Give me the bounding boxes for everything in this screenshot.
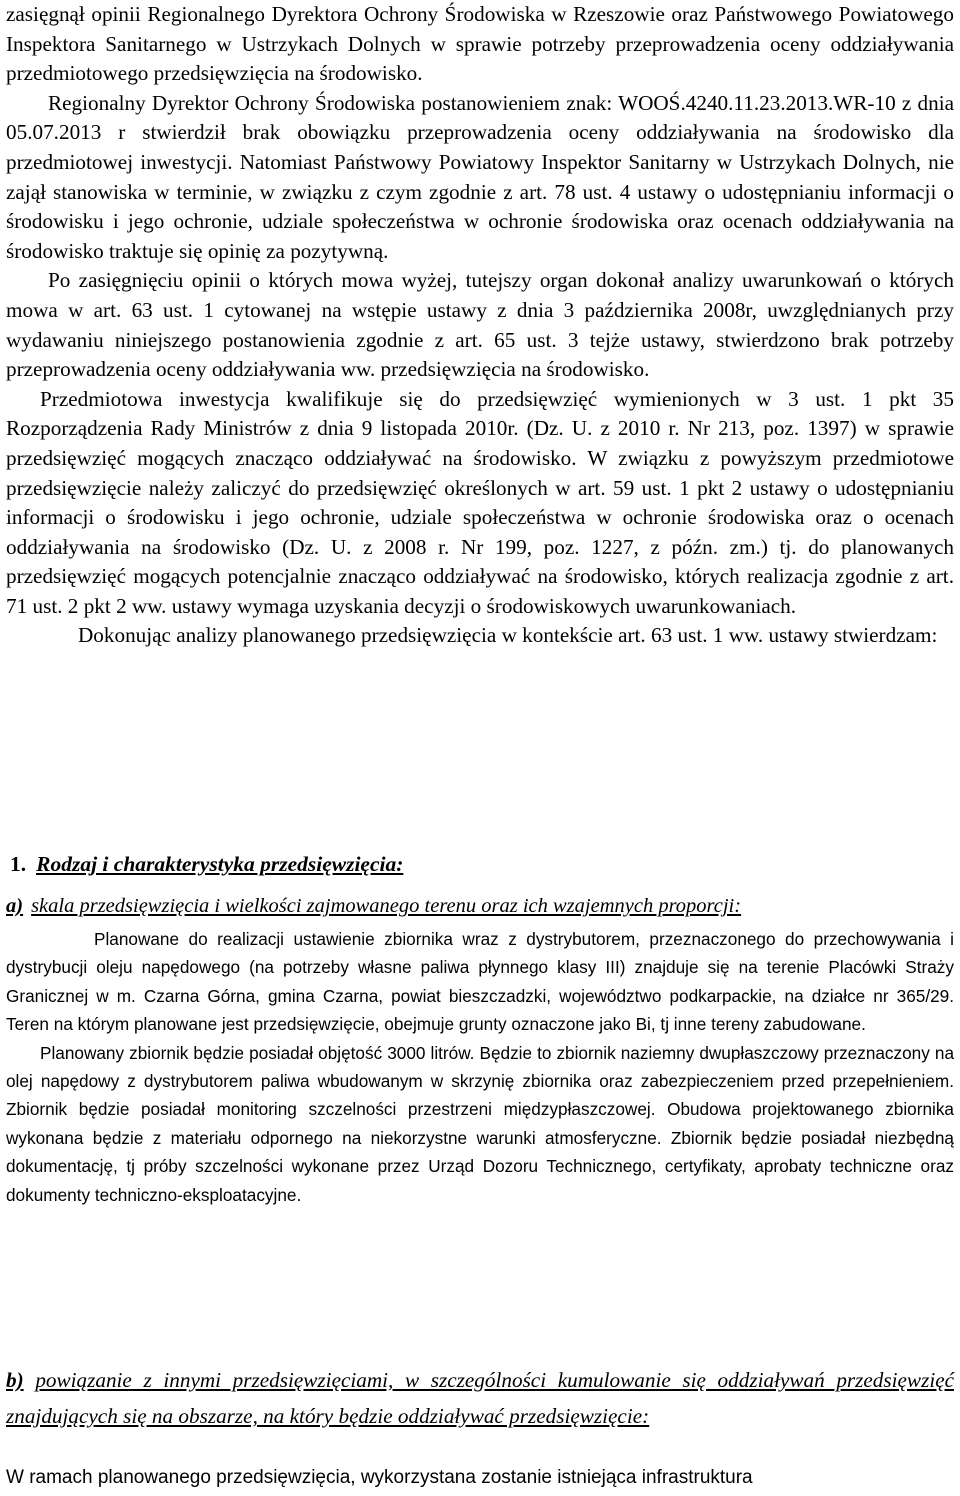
- sans-text-block: [6, 925, 954, 1209]
- subsection-title: powiązanie z innymi przedsięwzięciami, w szczególności kumulowanie się oddziaływań przedsięwzięć znajdujących się na obszarze, na który będzie oddziaływać przedsięwzięcie:: [6, 1368, 955, 1428]
- top-text-block: [6, 0, 954, 651]
- paragraph-rdos-decision: Regionalny Dyrektor Ochrony Środowiska postanowieniem znak: WOOŚ.4240.11.23.2013.WR-10 z dnia 05.07.2013 r stwierdził brak obowiązku przeprowadzenia oceny oddziaływania na środowisko dla przedmiotowej inwestycji. Natomiast Państwowy Powiatowy Inspektor Sanitarny w Ustrzykach Dolnych, nie zajął stanowiska w terminie, w związku z czym zgodnie z art. 78 ust. 4 ustawy o udostępnianiu informacji o środowisku i jego ochronie, udziale społeczeństwa w ochronie środowiska oraz ocenach oddziaływania na środowisko traktuje się opinię za pozytywną.: [6, 90, 954, 263]
- subsection-letter: a): [6, 895, 24, 917]
- section-heading-1: [6, 852, 954, 877]
- paragraph-infrastructure: W ramach planowanego przedsięwzięcia, wykorzystana zostanie istniejąca infrastruktura: [6, 1467, 753, 1488]
- paragraph-opinion-request: zasięgnął opinii Regionalnego Dyrektora Ochrony Środowiska w Rzeszowie oraz Państwowego Powiatowego Inspektora Sanitarnego w Ustrzykach Dolnych w sprawie potrzeby przeprowadzenia oceny oddziaływania przedmiotowego przedsięwzięcia na środowisko.: [6, 2, 954, 86]
- paragraph-conclusion-intro: Dokonując analizy planowanego przedsięwzięcia w kontekście art. 63 ust. 1 ww. ustawy stwierdzam:: [78, 623, 938, 648]
- subsection-heading-a: [6, 895, 954, 918]
- paragraph-qualification: Przedmiotowa inwestycja kwalifikuje się do przedsięwzięć wymienionych w 3 ust. 1 pkt 35 Rozporządzenia Rady Ministrów z dnia 9 listopada 2010r. (Dz. U. z 2010 r. Nr 213, poz. 1397) w sprawie przedsięwzięć mogących znacząco oddziaływać na środowisko. W związku z powyższym przedmiotowe przedsięwzięcie należy zaliczyć do przedsięwzięć określonych w art. 59 ust. 1 pkt 2 ustawy o udostępnianiu informacji o środowisku i jego ochronie, udziale społeczeństwa w ochronie środowiska oraz o ocenach oddziaływania na środowisko (Dz. U. z 2008 r. Nr 199, poz. 1227, z późn. zm.) tj. do planowanych przedsięwzięć mogących potencjalnie znacząco oddziaływać na środowisko, których realizacja zgodnie z art. 71 ust. 2 pkt 2 ww. ustawy wymaga uzyskania decyzji o środowiskowych uwarunkowaniach.: [6, 386, 954, 618]
- subsection-title: skala przedsięwzięcia i wielkości zajmowanego terenu oraz ich wzajemnych proporcji:: [31, 895, 742, 917]
- section-number: 1.: [10, 852, 27, 876]
- paragraph-location: Planowane do realizacji ustawienie zbiornika wraz z dystrybutorem, przeznaczonego do przechowywania i dystrybucji oleju napędowego (na potrzeby własne paliwa płynnego klasy III) znajduje się na terenie Placówki Straży Granicznej w m. Czarna Górna, gmina Czarna, powiat bieszczadzki, województwo podkarpackie, na działce nr 365/29. Teren na którym planowane jest przedsięwzięcie, obejmuje grunty oznaczone jako Bi, tj inne tereny zabudowane.: [6, 929, 954, 1035]
- section-title: Rodzaj i charakterystyka przedsięwzięcia:: [36, 852, 404, 876]
- paragraph-analysis: Po zasięgnięciu opinii o których mowa wyżej, tutejszy organ dokonał analizy uwarunkowań o których mowa w art. 63 ust. 1 cytowanej na wstępie ustawy z dnia 3 października 2008r, uwzględnianych przy wydawaniu niniejszego postanowienia zgodnie z art. 65 ust. 3 tejże ustawy, stwierdzono brak potrzeby przeprowadzenia oceny oddziaływania ww. przedsięwzięcia na środowisko.: [6, 268, 954, 382]
- subsection-heading-b: [6, 1362, 954, 1434]
- subsection-letter: b): [6, 1368, 24, 1392]
- paragraph-tank-description: Planowany zbiornik będzie posiadał objętość 3000 litrów. Będzie to zbiornik naziemny dwupłaszczowy przeznaczony na olej napędowy z dystrybutorem paliwa wbudowanym w skrzynię zbiornika oraz zabezpieczeniem przed przepełnieniem. Zbiornik będzie posiadał monitoring szczelności przestrzeni międzypłaszczowej. Obudowa projektowanego zbiornika wykonana będzie z materiału odpornego na niekorzystne warunki atmosferyczne. Zbiornik będzie posiadał niezbędną dokumentację, tj próby szczelności wykonane przez Urząd Dozoru Technicznego, certyfikaty, aprobaty techniczne oraz dokumenty techniczno-eksploatacyjne.: [6, 1042, 954, 1205]
